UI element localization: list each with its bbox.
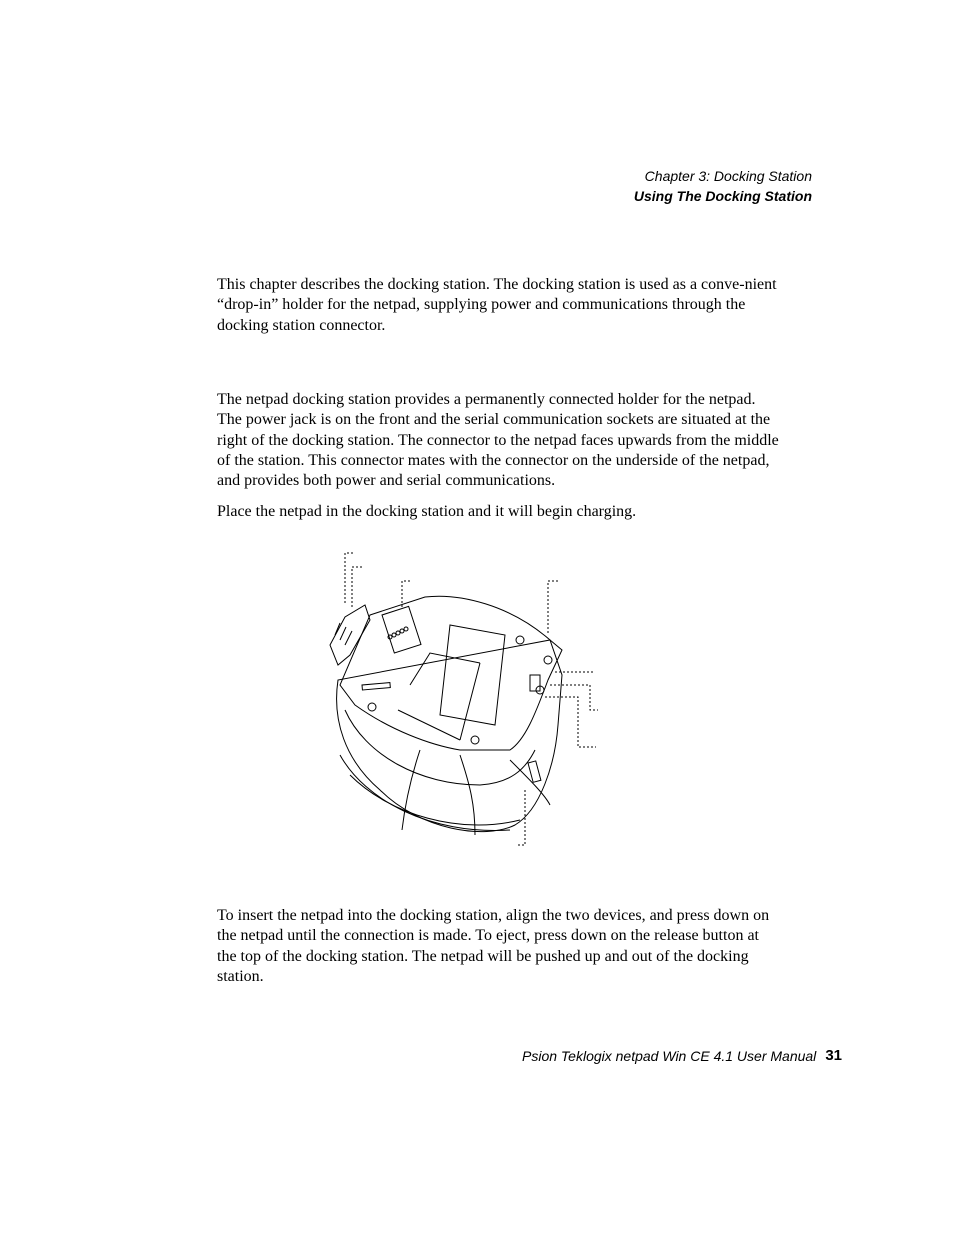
- base-shell: [337, 640, 562, 832]
- charging-paragraph: Place the netpad in the docking station and it will begin charging.: [217, 503, 637, 520]
- page-number: 31: [825, 1047, 842, 1064]
- section-title: Using The Docking Station: [633, 188, 812, 204]
- insert-eject-paragraph: To insert the netpad into the docking station, align the two devices, and press down on the netpad until the connection is made. To eject, press down on the release button at the top of the docking station. The netpad will be pushed up and out of the docking station.: [217, 907, 770, 985]
- docking-station-illustration: [310, 545, 610, 855]
- serial-socket: [530, 675, 540, 691]
- description-paragraph: The netpad docking station provides a permanently connected holder for the netpad. The power jack is on the front and the serial communication sockets are situated at the right of the docking station. The connector to the netpad faces upwards from the middle of the station. This connector mates with the connector on the underside of the netpad, and provides both power and serial communications.: [217, 391, 779, 490]
- chapter-title: Chapter 3: Docking Station: [644, 168, 812, 184]
- running-header: [634, 166, 812, 206]
- intro-paragraph: This chapter describes the docking station. The docking station is used as a conve-nient “drop-in” holder for the netpad, supplying power and communications through the docking station connector.: [217, 276, 777, 334]
- cradle-recess: [440, 625, 505, 725]
- manual-title: Psion Teklogix netpad Win CE 4.1 User Manual: [522, 1048, 817, 1064]
- connector-strip: [382, 606, 421, 653]
